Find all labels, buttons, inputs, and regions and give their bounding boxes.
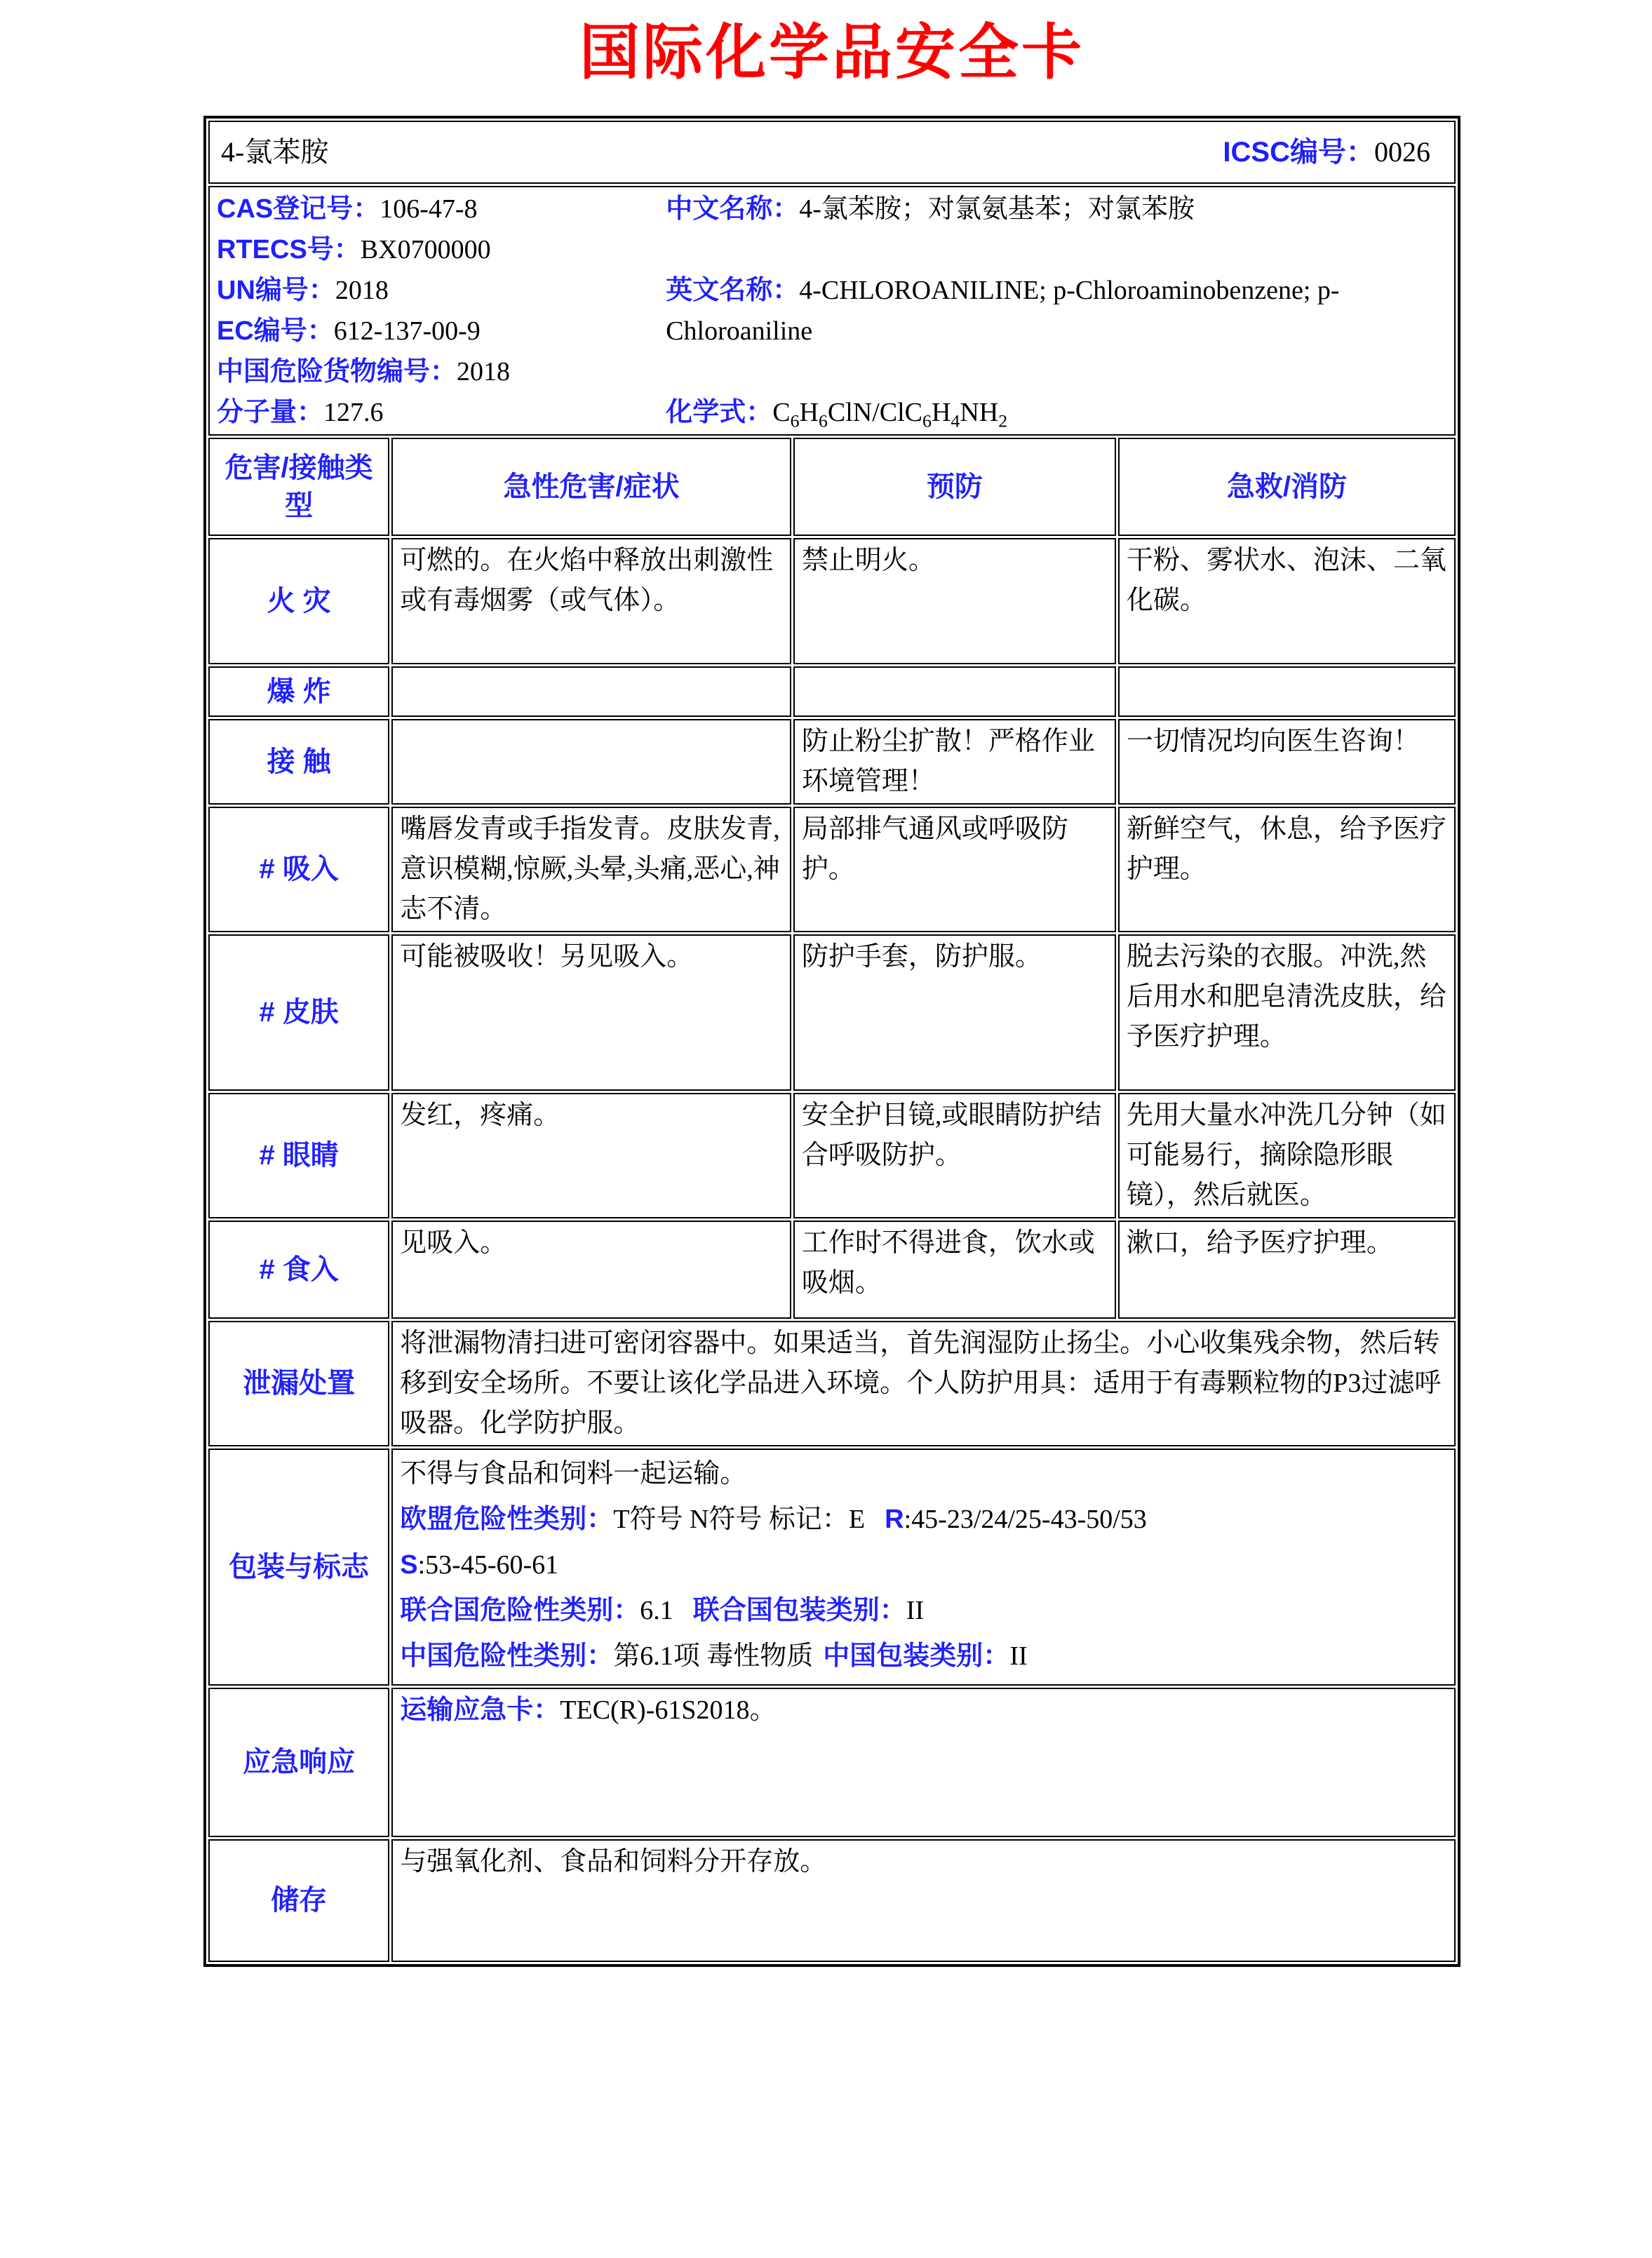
packaging-transport-note: 不得与食品和饲料一起运输。: [400, 1458, 747, 1488]
transport-emergency-card-label: 运输应急卡：: [400, 1695, 560, 1725]
explosion-symptoms: [391, 666, 791, 717]
packaging-cell: [391, 1449, 1456, 1686]
column-header-type: 危害/接触类型: [208, 438, 389, 536]
page-title: 国际化学品安全卡: [579, 19, 1084, 86]
table-row-inhalation: [208, 807, 1456, 932]
ingestion-aid: 漱口，给予医疗护理。: [1118, 1221, 1456, 1319]
table-row-packaging: [208, 1449, 1456, 1686]
skin-prevention: 防护手套，防护服。: [793, 934, 1116, 1091]
icsc-card: [203, 20, 1460, 1967]
un-number: UN编号：2018: [217, 275, 389, 305]
ec-number: EC编号：612-137-00-9: [217, 316, 481, 346]
row-label-eyes: # 眼睛: [208, 1093, 389, 1218]
identification-cell: [208, 186, 1456, 436]
table-row-identification: [208, 186, 1456, 436]
eyes-aid: 先用大量水冲洗几分钟（如可能易行，摘除隐形眼镜），然后就医。: [1118, 1093, 1456, 1218]
chemical-formula: 化学式：$C_6H_6ClN/ClC_6H_4NH_2$: [666, 397, 1008, 431]
table-row-storage: [208, 1839, 1456, 1962]
chinese-name: 中文名称：4-氯苯胺；对氯氨基苯；对氯苯胺: [666, 194, 1195, 224]
column-header-symptoms: 急性危害/症状: [391, 438, 791, 536]
row-label-inhalation: # 吸入: [208, 807, 389, 932]
row-label-packaging: 包装与标志: [208, 1449, 389, 1686]
row-label-storage: 储存: [208, 1839, 389, 1962]
skin-symptoms: 可能被吸收！另见吸入。: [391, 934, 791, 1091]
row-label-exposure: 接 触: [208, 719, 389, 805]
identification-names: [666, 189, 1447, 433]
table-row-explosion: [208, 666, 1456, 717]
row-label-skin: # 皮肤: [208, 934, 389, 1091]
exposure-prevention: 防止粉尘扩散！严格作业环境管理！: [793, 719, 1116, 805]
eyes-prevention: 安全护目镜,或眼睛防护结合呼吸防护。: [793, 1093, 1116, 1218]
cn-dangerous-goods-number: 中国危险货物编号：2018: [217, 356, 511, 387]
packaging-cn-classification: 中国危险性类别：第6.1项 毒性物质 中国包装类别：II: [400, 1641, 1028, 1671]
icsc-number-label: ICSC编号：: [1223, 136, 1374, 168]
table-row-ingestion: [208, 1221, 1456, 1319]
fire-aid: 干粉、雾状水、泡沫、二氧化碳。: [1118, 538, 1456, 664]
spillage-text: 将泄漏物清扫进可密闭容器中。如果适当，首先润湿防止扬尘。小心收集残余物，然后转移到安全场所。不要让该化学品进入环境。个人防护用具：适用于有毒颗粒物的P3过滤呼吸器。化学防护服。: [391, 1321, 1456, 1446]
identification-numbers: [217, 189, 666, 433]
icsc-number-value: 0026: [1374, 135, 1430, 168]
substance-name: 4-氯苯胺: [221, 135, 329, 168]
storage-text: 与强氧化剂、食品和饲料分开存放。: [391, 1839, 1456, 1962]
column-header-prevention: 预防: [793, 438, 1116, 536]
packaging-eu-classification: 欧盟危险性类别：T符号 N符号 标记：E R:45-23/24/25-43-50/53: [400, 1504, 1147, 1534]
table-row-spillage: [208, 1321, 1456, 1446]
inhalation-aid: 新鲜空气，休息，给予医疗护理。: [1118, 807, 1456, 932]
ingestion-symptoms: 见吸入。: [391, 1221, 791, 1319]
english-name: 英文名称：4-CHLOROANILINE; p-Chloroaminobenzene; p-Chloroaniline: [666, 275, 1340, 346]
titlebar-cell: [208, 121, 1456, 184]
skin-aid: 脱去污染的衣服。冲洗,然后用水和肥皂清洗皮肤，给予医疗护理。: [1118, 934, 1456, 1091]
fire-symptoms: 可燃的。在火焰中释放出刺激性或有毒烟雾（或气体）。: [391, 538, 791, 664]
ingestion-prevention: 工作时不得进食，饮水或吸烟。: [793, 1221, 1116, 1319]
row-label-spillage: 泄漏处置: [208, 1321, 389, 1446]
row-label-explosion: 爆 炸: [208, 666, 389, 717]
table-row-fire: [208, 538, 1456, 664]
row-label-fire: 火 灾: [208, 538, 389, 664]
icsc-table: [203, 116, 1460, 1967]
molecular-weight: 分子量：127.6: [217, 397, 384, 427]
row-label-ingestion: # 食入: [208, 1221, 389, 1319]
table-row-eyes: [208, 1093, 1456, 1218]
exposure-symptoms: [391, 719, 791, 805]
rtecs-number: RTECS号：BX0700000: [217, 234, 491, 264]
row-label-emergency: 应急响应: [208, 1688, 389, 1837]
table-header-row: [208, 438, 1456, 536]
explosion-prevention: [793, 666, 1116, 717]
table-row-emergency: [208, 1688, 1456, 1837]
inhalation-prevention: 局部排气通风或呼吸防护。: [793, 807, 1116, 932]
column-header-aid: 急救/消防: [1118, 438, 1456, 536]
exposure-aid: 一切情况均向医生咨询！: [1118, 719, 1456, 805]
packaging-s-phrases: S:53-45-60-61: [400, 1550, 559, 1580]
inhalation-symptoms: 嘴唇发青或手指发青。皮肤发青,意识模糊,惊厥,头晕,头痛,恶心,神志不清。: [391, 807, 791, 932]
cas-number: CAS登记号：106-47-8: [217, 194, 478, 224]
table-row-exposure: [208, 719, 1456, 805]
explosion-aid: [1118, 666, 1456, 717]
emergency-cell: [391, 1688, 1456, 1837]
packaging-un-classification: 联合国危险性类别：6.1 联合国包装类别：II: [400, 1595, 925, 1625]
table-row-skin: [208, 934, 1456, 1091]
transport-emergency-card-value: TEC(R)-61S2018。: [560, 1695, 777, 1725]
fire-prevention: 禁止明火。: [793, 538, 1116, 664]
icsc-number: [1223, 131, 1447, 173]
table-row-title: [208, 121, 1456, 184]
eyes-symptoms: 发红，疼痛。: [391, 1093, 791, 1218]
